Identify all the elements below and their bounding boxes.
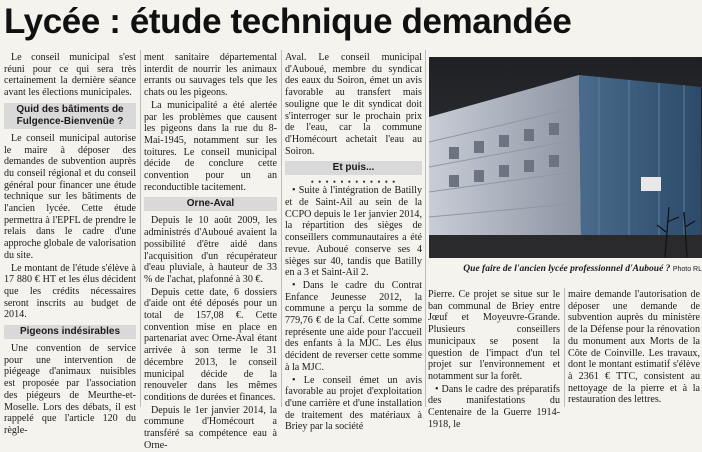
subheading: Orne-Aval	[144, 197, 277, 211]
paragraph: ment sanitaire départemental interdit de nourrir les animaux errants ou sauvages tels que les chats ou les pigeons.	[144, 52, 277, 99]
paragraph: Aval. Le conseil municipal d'Auboué, membre du syndicat des eaux du Soiron, émet un avis favorable au transfert mais souligne que le dit syndicat doit s'interroger sur le prochain prix de l'eau, car la commune d'Homécourt achetait l'eau au Soiron.	[285, 52, 422, 157]
subheading: Quid des bâtiments de Fulgence-Bienvenüe ?	[4, 103, 136, 129]
column-divider	[281, 50, 282, 407]
paragraph: • Dans le cadre du Contrat Enfance Jeunesse 2012, la commune a perçu la somme de 779,76 € de la Caf. Cette somme représente une aide pour l'accueil des enfants à la MJC. Les élus décident de reverser cette somme à la MJC.	[285, 280, 422, 374]
article-column-1	[4, 52, 136, 436]
paragraph: • Dans le cadre des préparatifs des manifestations du Centenaire de la Guerre 1914-1918, le	[428, 384, 560, 431]
article-column-4	[428, 289, 560, 430]
paragraph: Depuis le 1er janvier 2014, la commune d'Homécourt a transféré sa compétence eau à Orne-	[144, 404, 277, 451]
building-image	[429, 57, 702, 258]
headline: Lycée : étude technique demandée	[4, 2, 572, 41]
paragraph: • Le conseil émet un avis favorable au projet d'exploitation d'une carrière et d'une installation de traitement des matériaux à Briey par la société	[285, 375, 422, 434]
photo-credit: Photo RL	[672, 266, 702, 273]
article-column-5	[568, 289, 700, 407]
subheading: Et puis...	[285, 161, 422, 175]
paragraph: Le montant de l'étude s'élève à 17 880 € HT et les élus décident que les crédits nécessaires seront inscrits au budget de 2014.	[4, 262, 136, 321]
caption-text: Que faire de l'ancien lycée professionnel d'Auboué ?	[463, 264, 671, 274]
paragraph: Pierre. Ce projet se situe sur le ban communal de Briey entre Jœuf et Moyeuvre-Grande. Plusieurs conseillers municipaux se posent la question de l'impact d'un tel projet sur l'environnement et notamment sur la forêt.	[428, 289, 560, 382]
article-column-3	[285, 52, 422, 433]
paragraph: La municipalité a été alertée par les problèmes que causent les pigeons dans la rue du 8-Mai-1945, notamment sur les toitures. Le conseil municipal décide de conclure cette convention pour un an reconductible tacitement.	[144, 99, 277, 193]
article-column-2	[144, 52, 277, 451]
subheading: Pigeons indésirables	[4, 325, 136, 339]
column-divider	[564, 288, 565, 407]
paragraph: • Suite à l'intégration de Batilly et de Saint-Ail au sein de la CCPO depuis le 1er janvier 2014, la répartition des sièges de conseillers communautaires a été revue. Auboué conserve ses 4 sièges sur 40, tandis que Batilly en a 3 et Saint-Ail 2.	[285, 185, 422, 279]
paragraph: Une convention de service pour une intervention de piégeage d'animaux nuisibles est proposée par l'association des piégeurs de Meurthe-et-Moselle. Lors des débats, il est rappelé que l'article 120 du règle-	[4, 343, 136, 436]
school-building-photo	[429, 57, 702, 258]
photo-caption	[429, 263, 702, 276]
paragraph: maire demande l'autorisation de déposer une demande de subvention auprès du ministère de la Défense pour la rénovation du monument aux Morts de la Côte de Coinville. Les travaux, dont le montant estimatif s'élève à 2361 € TTC, consistent au nettoyage de la pierre et à la restauration des lettres.	[568, 289, 700, 406]
decorative-dots: • • • • • • • • • • • •	[310, 177, 397, 188]
paragraph: Depuis cette date, 6 dossiers d'aide ont été déposés pour un total de 157,08 €. Cette convention mise en place en partenariat avec Orne-Aval étant arrivée à son terme le 31 décembre 2013, le conseil municipal décide de la renouveler dans les mêmes conditions de durées et finances.	[144, 286, 277, 403]
paragraph: Depuis le 10 août 2009, les administrés d'Auboué avaient la possibilité d'être aidé dans l'acquisition d'un récupérateur d'eau pluviale, à hauteur de 33 % de l'achat, plafonné à 30 €.	[144, 215, 277, 285]
paragraph: Le conseil municipal s'est réuni pour ce qui sera très certainement la dernière séance avant les élections municipales.	[4, 52, 136, 99]
column-divider	[140, 50, 141, 407]
column-divider	[425, 50, 426, 407]
paragraph: Le conseil municipal autorise le maire à déposer des demandes de subvention auprès du conseil régional et du conseil général pour financer une étude technique sur les bâtiments de l'ancien lycée. Cette étude permettra à l'EPFL de prendre le relais dans le cadre d'une approche globale de valorisation du site.	[4, 132, 136, 261]
